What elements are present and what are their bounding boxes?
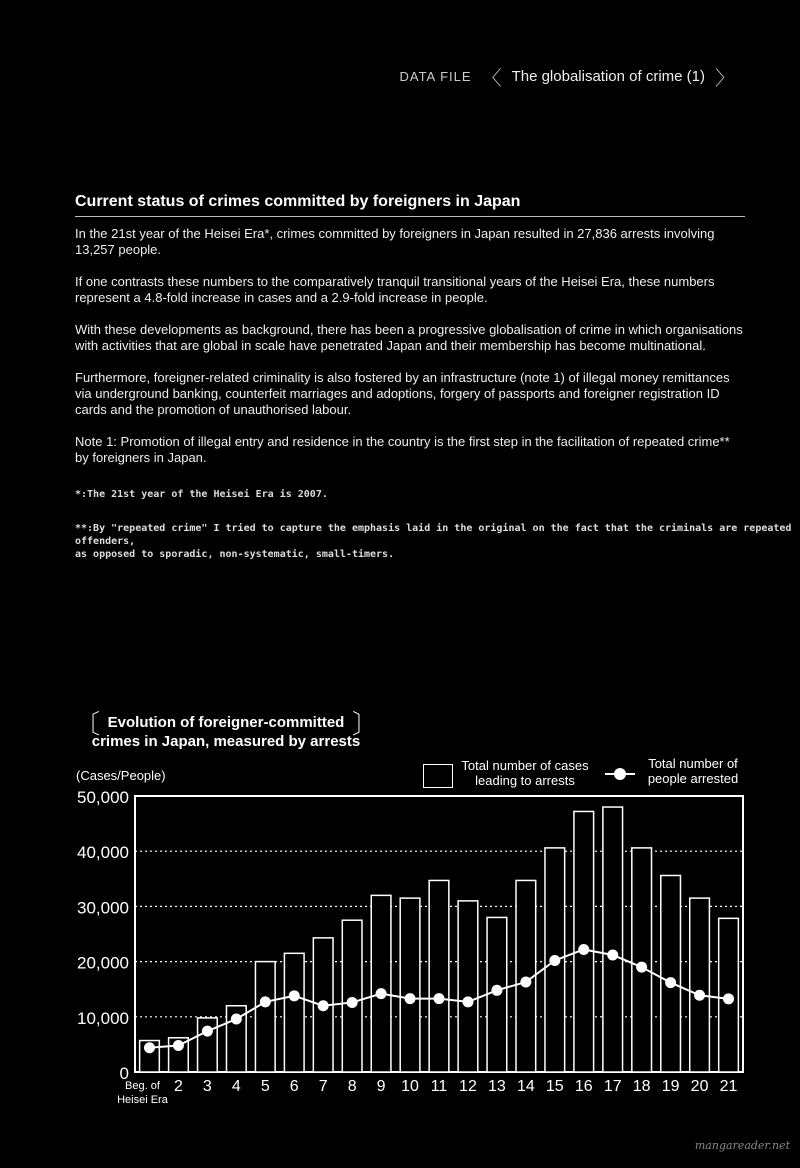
x-tick-label: 17 [603,1078,622,1095]
people-point [376,988,387,999]
legend-text: leading to arrests [475,773,575,788]
people-point [202,1026,213,1037]
paragraph: Note 1: Promotion of illegal entry and residence in the country is the first step in the facilitation of repeated crime** by foreigners in Japan. [75,434,730,465]
people-point [665,977,676,988]
people-point [144,1042,155,1053]
x-tick-label: Beg. of [125,1080,160,1092]
paragraph: Furthermore, foreigner-related criminality is also fostered by an infrastructure (note 1) of illegal money remittances via underground banking, counterfeit marriages and adoptions, forgery of passports and foreigner registration ID cards and the promotion of unauthorised labour. [75,370,730,417]
people-point [231,1014,242,1025]
chart-heading-line: Evolution of foreigner-committed [107,714,345,731]
x-tick-label: 8 [347,1078,357,1095]
y-tick-label: 40,000 [77,843,129,863]
people-point [260,996,271,1007]
bar [342,920,362,1072]
people-point [173,1040,184,1051]
x-tick-label: 5 [260,1078,270,1095]
legend-text: Total number of [648,756,738,771]
bar [690,898,710,1072]
x-tick-label: 7 [318,1078,328,1095]
people-point [607,949,618,960]
bar [458,901,478,1072]
people-point [549,955,560,966]
x-tick-label: 15 [545,1078,564,1095]
people-point [289,990,300,1001]
people-point [636,962,647,973]
chart-heading-line: crimes in Japan, measured by arrests [91,733,361,750]
header-right-bracket: 〉 [715,68,735,90]
footnote-heisei: *:The 21st year of the Heisei Era is 2007. [75,489,328,500]
section-title: Current status of crimes committed by foreigners in Japan [75,193,745,217]
x-tick-label: 19 [661,1078,680,1095]
footnote-line: **:By "repeated crime" I tried to capture the emphasis laid in the original on the fact that the criminals are repeated offenders, [75,523,792,547]
y-tick-label: 50,000 [77,788,129,807]
paragraph: If one contrasts these numbers to the comparatively tranquil transitional years of the Heisei Era, these numbers represent a 4.8-fold increase in cases and a 2.9-fold increase in people. [75,274,715,305]
people-point [347,997,358,1008]
x-tick-label: 6 [289,1078,299,1095]
bar [255,962,275,1072]
footnote-line: as opposed to sporadic, non-systematic, small-timers. [75,549,395,560]
bar [284,953,304,1072]
x-tick-label: 10 [401,1078,419,1095]
x-tick-label: 12 [459,1078,477,1095]
legend-text: Total number of cases [461,758,589,773]
x-tick-label: 21 [719,1078,738,1095]
paragraph: In the 21st year of the Heisei Era*, crimes committed by foreigners in Japan resulted in 27,836 arrests involving 13,257 people. [75,226,715,257]
bar [632,848,652,1072]
y-tick-label: 0 [119,1064,129,1083]
bar [371,895,391,1072]
x-tick-label: 4 [231,1078,241,1095]
people-point [694,990,705,1001]
people-point [434,993,445,1004]
y-axis-unit-label: (Cases/People) [76,768,166,783]
people-point [723,993,734,1004]
header-title: The globalisation of crime (1) [511,68,705,85]
bar [661,875,681,1072]
header-left-bracket: 〈 [481,68,502,90]
x-tick-label: 16 [574,1078,593,1095]
chart-heading-right-bracket: 〕 [351,709,378,739]
bar [429,880,449,1072]
x-tick-label: 9 [376,1078,386,1095]
people-point [578,944,589,955]
y-tick-label: 30,000 [77,898,129,918]
x-tick-label: 13 [488,1078,506,1095]
people-point [491,985,502,996]
x-tick-label: 14 [516,1078,535,1095]
x-tick-label: 18 [632,1078,651,1095]
y-tick-label: 10,000 [77,1008,129,1028]
x-tick-label: Heisei Era [117,1094,168,1106]
people-point [520,977,531,988]
people-point [405,993,416,1004]
x-tick-label: 3 [202,1078,212,1095]
data-file-label: DATA FILE [399,69,472,84]
watermark: mangareader.net [694,1139,790,1152]
bar [603,807,623,1072]
people-point [318,1000,329,1011]
bar [574,811,594,1072]
bar [400,898,420,1072]
x-tick-label: 2 [173,1078,183,1095]
x-tick-label: 11 [430,1078,448,1095]
x-tick-label: 20 [690,1078,709,1095]
paragraph: With these developments as background, there has been a progressive globalisation of crime in which organisations with activities that are global in scale have penetrated Japan and their membership has become multinational. [75,322,743,353]
people-point [462,996,473,1007]
y-tick-label: 20,000 [77,953,129,973]
legend-text: people arrested [647,771,739,786]
chart-heading-left-bracket: 〔 [74,709,101,739]
